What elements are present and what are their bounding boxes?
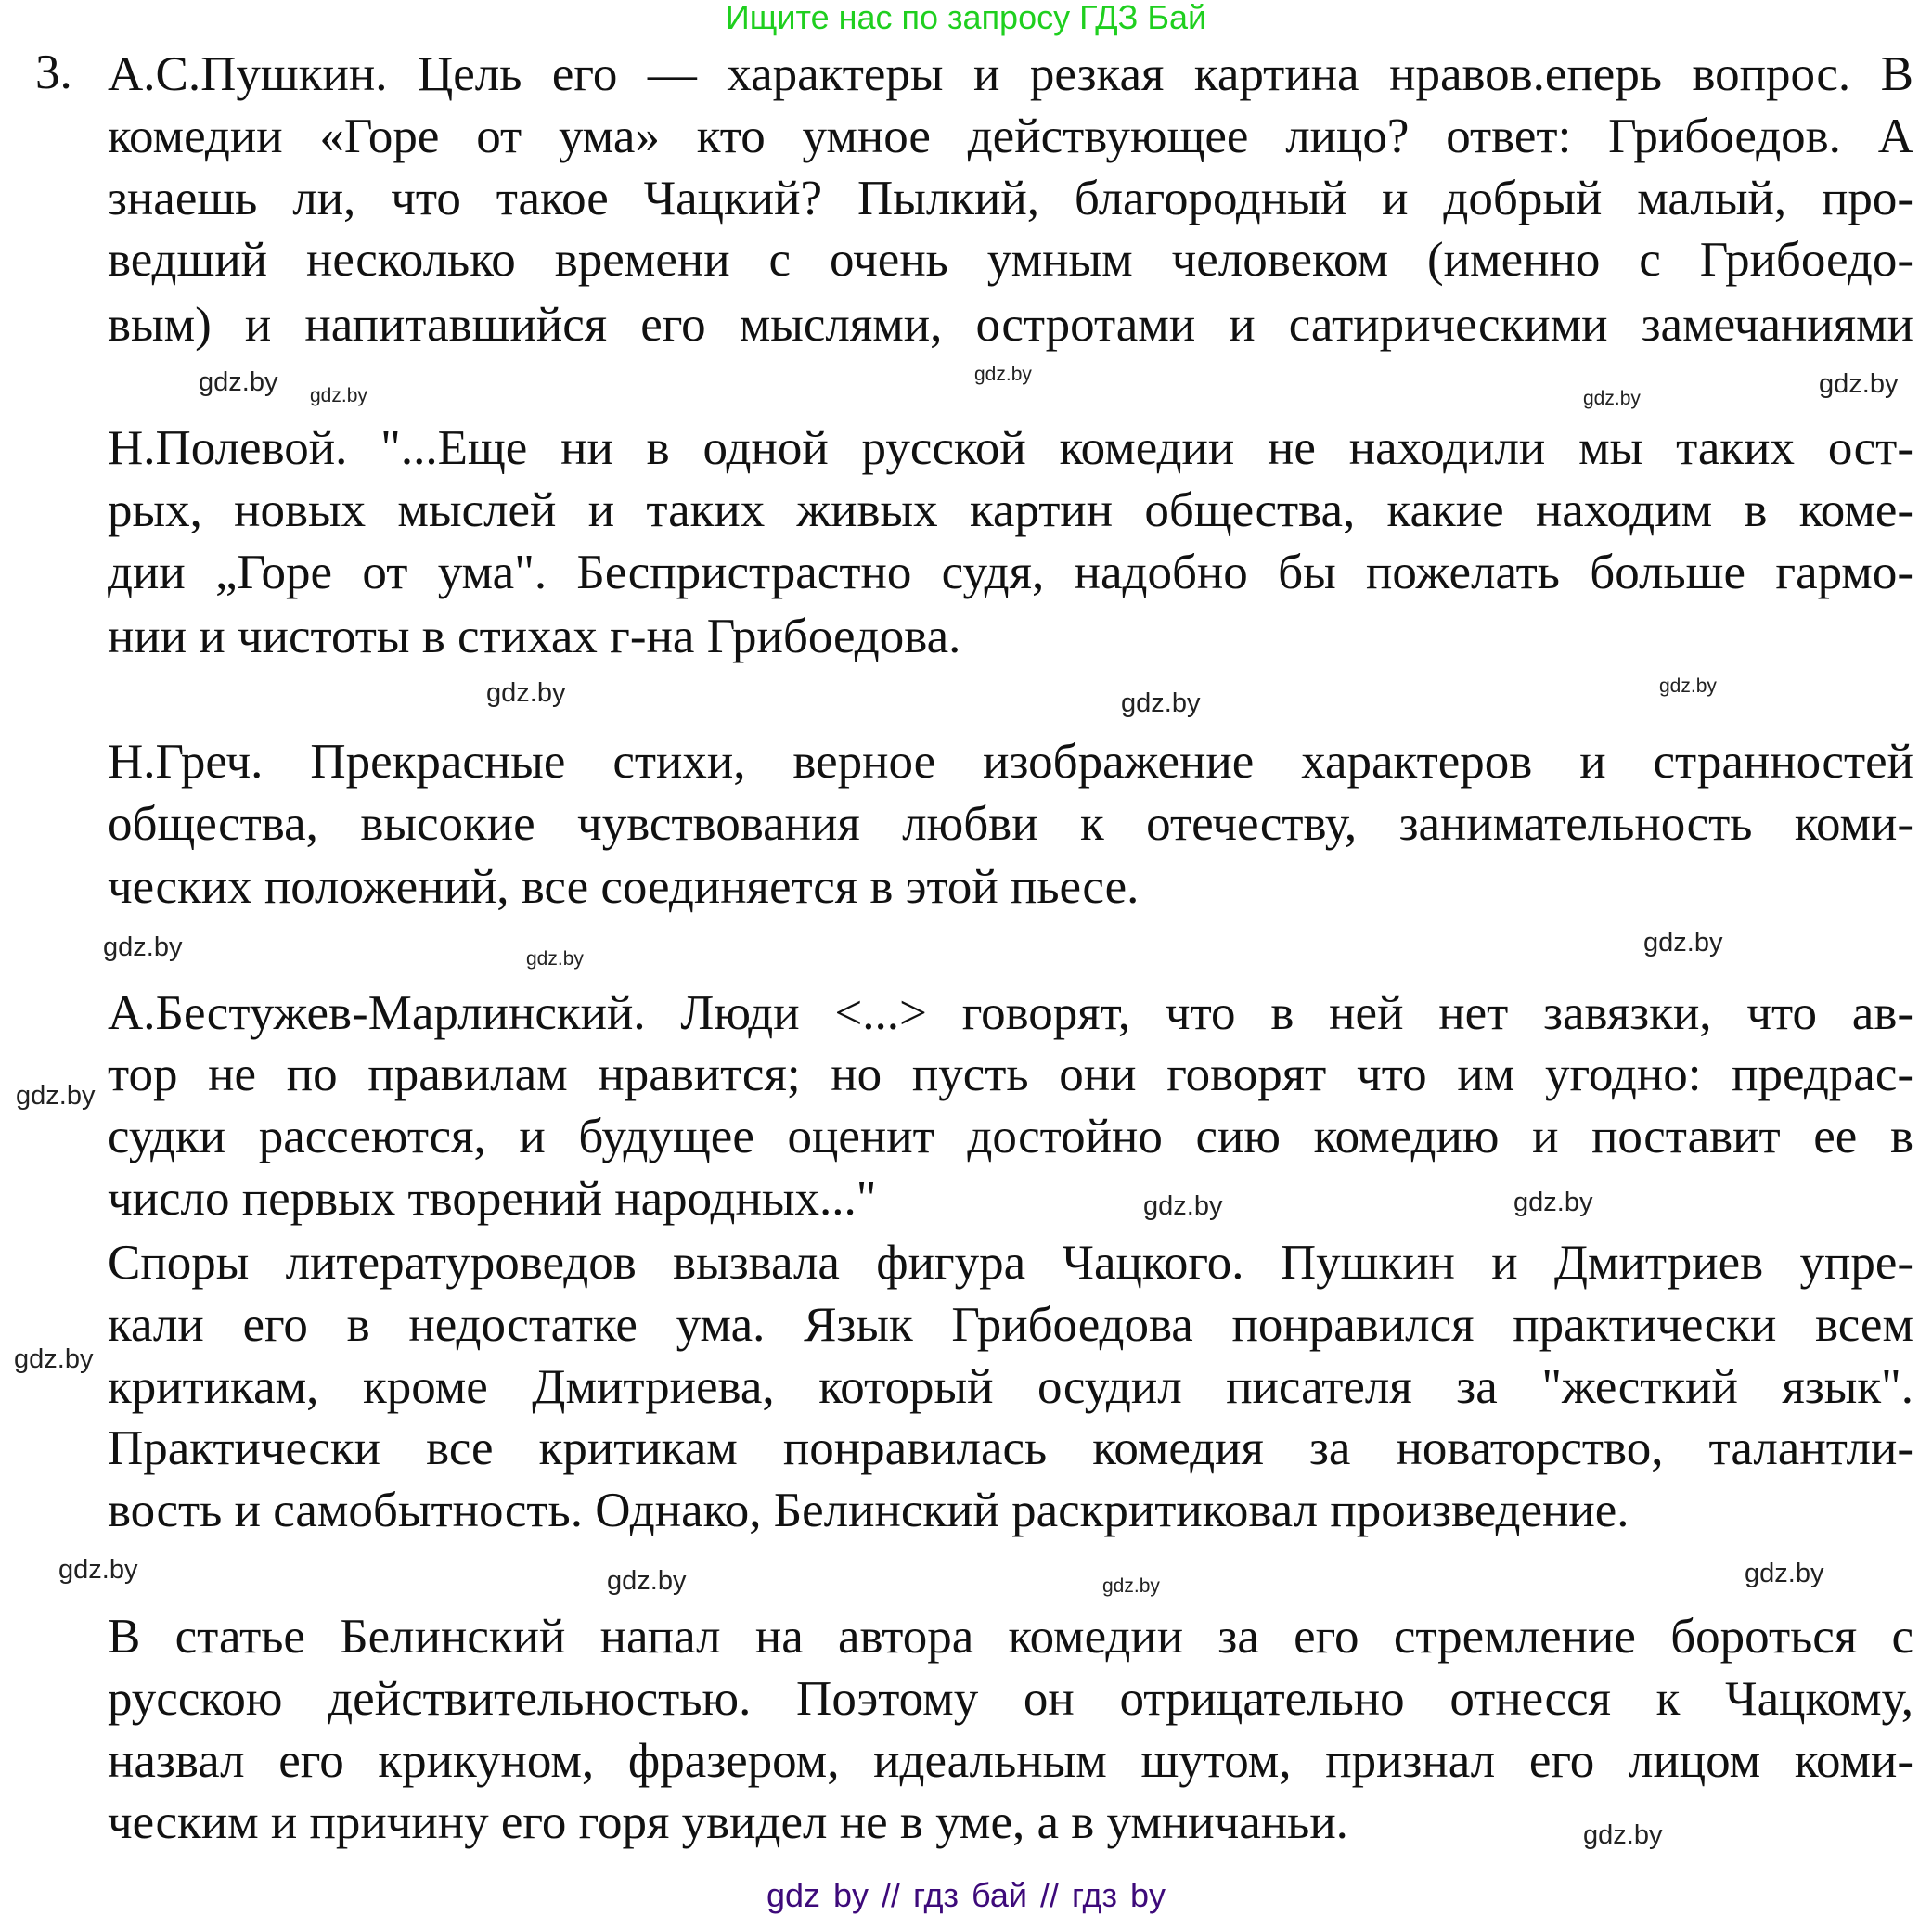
text-line: ведший несколько времени с очень умным человеком (именно с Грибоедо- xyxy=(108,233,1913,287)
text-line: Споры литературоведов вызвала фигура Чацкого. Пушкин и Дмитриев упре- xyxy=(108,1236,1913,1290)
watermark: gdz.by xyxy=(1583,388,1641,409)
text-line: вость и самобытность. Однако, Белинский раскритиковал произведение. xyxy=(108,1484,1629,1537)
watermark: gdz.by xyxy=(1583,1820,1663,1850)
watermark: gdz.by xyxy=(1819,369,1899,399)
text-line: А.С.Пушкин. Цель его — характеры и резкая картина нравов.еперь вопрос. В xyxy=(108,47,1913,101)
text-line: В статье Белинский напал на автора комедии за его стремление бороться с xyxy=(108,1610,1913,1664)
watermark: gdz.by xyxy=(486,678,566,708)
text-line: А.Бестужев-Марлинский. Люди <...> говорят, что в ней нет завязки, что ав- xyxy=(108,986,1913,1040)
watermark: gdz.by xyxy=(1659,675,1717,697)
watermark: gdz.by xyxy=(199,367,278,397)
watermark: gdz.by xyxy=(310,385,367,406)
text-line: нии и чистоты в стихах г-на Грибоедова. xyxy=(108,610,961,663)
watermark: gdz.by xyxy=(1643,928,1723,958)
text-line: судки рассеются, и будущее оценит достойно сию комедию и поставит ее в xyxy=(108,1110,1913,1163)
text-line: ческих положений, все соединяется в этой пьесе. xyxy=(108,860,1140,914)
footer-links: gdz by // гдз бай // гдз by xyxy=(766,1876,1166,1914)
text-line: число первых творений народных..." xyxy=(108,1172,877,1226)
text-line: Н.Греч. Прекрасные стихи, верное изображение характеров и странностей xyxy=(108,735,1913,789)
text-line: вым) и напитавшийся его мыслями, остротами и сатирическими замечаниями xyxy=(108,298,1913,352)
text-line: знаешь ли, что такое Чацкий? Пылкий, благородный и добрый малый, про- xyxy=(108,172,1913,225)
watermark: gdz.by xyxy=(16,1081,96,1111)
text-line: общества, высокие чувствования любви к отечеству, занимательность коми- xyxy=(108,797,1913,851)
watermark: gdz.by xyxy=(1513,1188,1593,1217)
watermark: gdz.by xyxy=(58,1555,138,1585)
watermark: gdz.by xyxy=(974,364,1032,385)
watermark: gdz.by xyxy=(526,948,584,970)
watermark: gdz.by xyxy=(103,932,183,962)
watermark: gdz.by xyxy=(14,1344,94,1374)
watermark: gdz.by xyxy=(607,1566,687,1596)
search-banner: Ищите нас по запросу ГДЗ Бай xyxy=(725,0,1207,36)
text-line: назвал его крикуном, фразером, идеальным шутом, признал его лицом коми- xyxy=(108,1734,1913,1788)
text-line: комедии «Горе от ума» кто умное действующее лицо? ответ: Грибоедов. А xyxy=(108,109,1913,163)
text-line: тор не по правилам нравится; но пусть они говорят что им угодно: предрас- xyxy=(108,1047,1913,1101)
text-line: русскою действительностью. Поэтому он отрицательно отнесся к Чацкому, xyxy=(108,1672,1913,1726)
text-line: критикам, кроме Дмитриева, который осудил писателя за "жесткий язык". xyxy=(108,1360,1913,1414)
text-line: Н.Полевой. "...Еще ни в одной русской комедии не находили мы таких ост- xyxy=(108,421,1913,475)
text-line: дии „Горе от ума". Беспристрастно судя, надобно бы пожелать больше гармо- xyxy=(108,546,1913,599)
watermark: gdz.by xyxy=(1143,1191,1223,1221)
text-line: рых, новых мыслей и таких живых картин общества, какие находим в коме- xyxy=(108,483,1913,537)
watermark: gdz.by xyxy=(1745,1559,1824,1588)
watermark: gdz.by xyxy=(1121,688,1201,718)
text-line: кали его в недостатке ума. Язык Грибоедова понравился практически всем xyxy=(108,1298,1913,1352)
task-number: 3. xyxy=(35,45,72,99)
watermark: gdz.by xyxy=(1102,1575,1160,1597)
text-line: ческим и причину его горя увидел не в уме, а в умничаньи. xyxy=(108,1795,1348,1849)
text-line: Практически все критикам понравилась комедия за новаторство, талантли- xyxy=(108,1421,1913,1475)
